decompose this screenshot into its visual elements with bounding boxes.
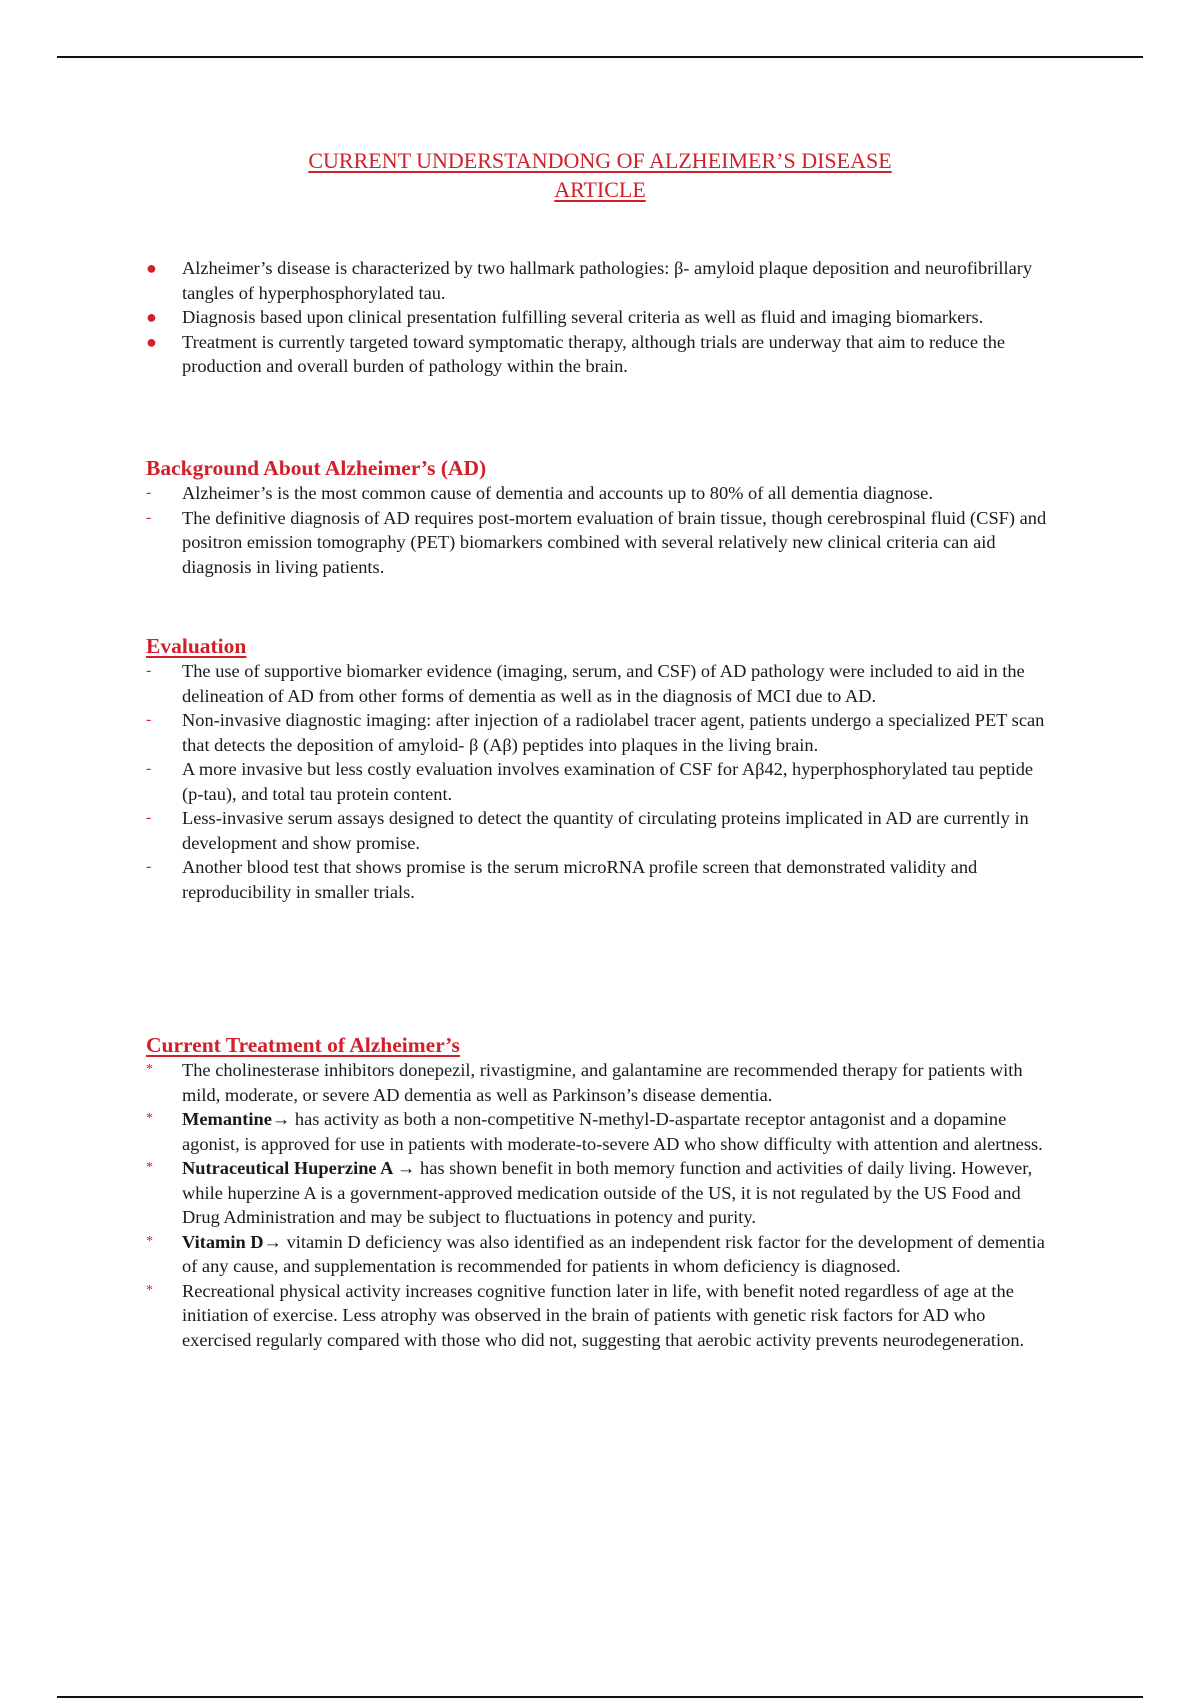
item-text: Less-invasive serum assays designed to detect the quantity of circulating proteins implicated in AD are currently in development and show promise. [182,808,1029,853]
evaluation-section [146,633,1056,904]
dash-icon: - [146,711,152,728]
top-rule [57,56,1143,58]
list-item [146,506,1056,580]
list-item [146,1279,1056,1353]
dash-icon: - [146,484,152,501]
list-item [146,757,1056,806]
item-text: Recreational physical activity increases cognitive function later in life, with benefit noted regardless of age at the initiation of exercise. Less atrophy was observed in the brain of patients with genetic risk factors for AD who exercised regularly compared with those who did not, suggesting that aerobic activity prevents neurodegeneration. [182,1280,1025,1350]
list-item [146,806,1056,855]
bottom-rule [57,1696,1143,1698]
asterisk-icon: * [146,1160,153,1175]
list-item [146,330,1056,379]
bullet-icon: ● [146,307,157,327]
item-text: The cholinesterase inhibitors donepezil, rivastigmine, and galantamine are recommended therapy for patients with mild, moderate, or severe AD dementia as well as Parkinson’s disease dementia. [182,1060,1023,1105]
list-item [146,481,1056,506]
item-bold-lead: Vitamin D→ [182,1231,282,1252]
item-text: vitamin D deficiency was also identified as an independent risk factor for the development of dementia of any cause, and supplementation is recommended for patients in whom deficiency is diagnosed. [182,1231,1045,1276]
dash-icon: - [146,809,152,826]
title-line-1: CURRENT UNDERSTANDONG OF ALZHEIMER’S DISEASE [308,148,892,173]
item-text: Non-invasive diagnostic imaging: after injection of a radiolabel tracer agent, patients undergo a specialized PET scan that detects the deposition of amyloid- β (Aβ) peptides into plaques in the living brain. [182,710,1045,755]
list-item [146,256,1056,305]
list-item [146,1107,1056,1156]
list-item [146,1156,1056,1230]
list-item [146,708,1056,757]
background-list [146,481,1056,579]
document-title [0,146,1200,204]
section-heading: Background About Alzheimer’s (AD) [146,456,487,480]
treatment-section [146,1032,1056,1352]
item-bold-lead: Nutraceutical Huperzine A → [182,1158,416,1178]
asterisk-icon: * [146,1233,153,1249]
treatment-list [146,1058,1056,1352]
bullet-icon: ● [146,331,157,352]
dash-icon: - [146,760,152,777]
key-points-section [146,256,1056,379]
asterisk-icon: * [146,1111,153,1126]
item-text: The definitive diagnosis of AD requires post-mortem evaluation of brain tissue, though cerebrospinal fluid (CSF) and positron emission tomography (PET) biomarkers combined with several relatively new clinical criteria can aid diagnosis in living patients. [182,507,1047,577]
item-text: Another blood test that shows promise is the serum microRNA profile screen that demonstrated validity and reproducibility in smaller trials. [182,857,978,902]
asterisk-icon: * [146,1062,153,1077]
item-text: Treatment is currently targeted toward symptomatic therapy, although trials are underway that aim to reduce the production and overall burden of pathology within the brain. [182,331,1006,376]
title-line-2: ARTICLE [554,177,646,202]
dash-icon: - [146,662,152,679]
list-item [146,659,1056,708]
item-text: Alzheimer’s disease is characterized by two hallmark pathologies: β- amyloid plaque deposition and neurofibrillary tangles of hyperphosphorylated tau. [182,258,1033,303]
bullet-icon: ● [146,258,157,278]
key-points-list [146,256,1056,379]
item-bold-lead: Memantine→ [182,1109,291,1129]
list-item [146,305,1056,330]
item-text: Diagnosis based upon clinical presentation fulfilling several criteria as well as fluid and imaging biomarkers. [182,307,984,327]
item-text: A more invasive but less costly evaluation involves examination of CSF for Aβ42, hyperphosphorylated tau peptide (p-tau), and total tau protein content. [182,759,1034,804]
item-text: The use of supportive biomarker evidence (imaging, serum, and CSF) of AD pathology were included to aid in the delineation of AD from other forms of dementia as well as in the diagnosis of MCI due to AD. [182,661,1025,706]
item-text: Alzheimer’s is the most common cause of dementia and accounts up to 80% of all dementia diagnose. [182,483,933,503]
list-item [146,1058,1056,1107]
evaluation-list [146,659,1056,904]
section-heading: Current Treatment of Alzheimer’s [146,1033,460,1057]
background-section [146,455,1056,579]
item-text: has shown benefit in both memory function and activities of daily living. However, while huperzine A is a government-approved medication outside of the US, it is not regulated by the US Food and Drug Administration and may be subject to fluctuations in potency and purity. [182,1158,1033,1227]
dash-icon: - [146,508,152,526]
asterisk-icon: * [146,1282,153,1298]
item-text: has activity as both a non-competitive N-methyl-D-aspartate receptor antagonist and a dopamine agonist, is approved for use in patients with moderate-to-severe AD who show difficulty with attention and alertness. [182,1109,1043,1154]
dash-icon: - [146,858,152,875]
list-item [146,1230,1056,1279]
list-item [146,855,1056,904]
section-heading: Evaluation [146,634,247,658]
